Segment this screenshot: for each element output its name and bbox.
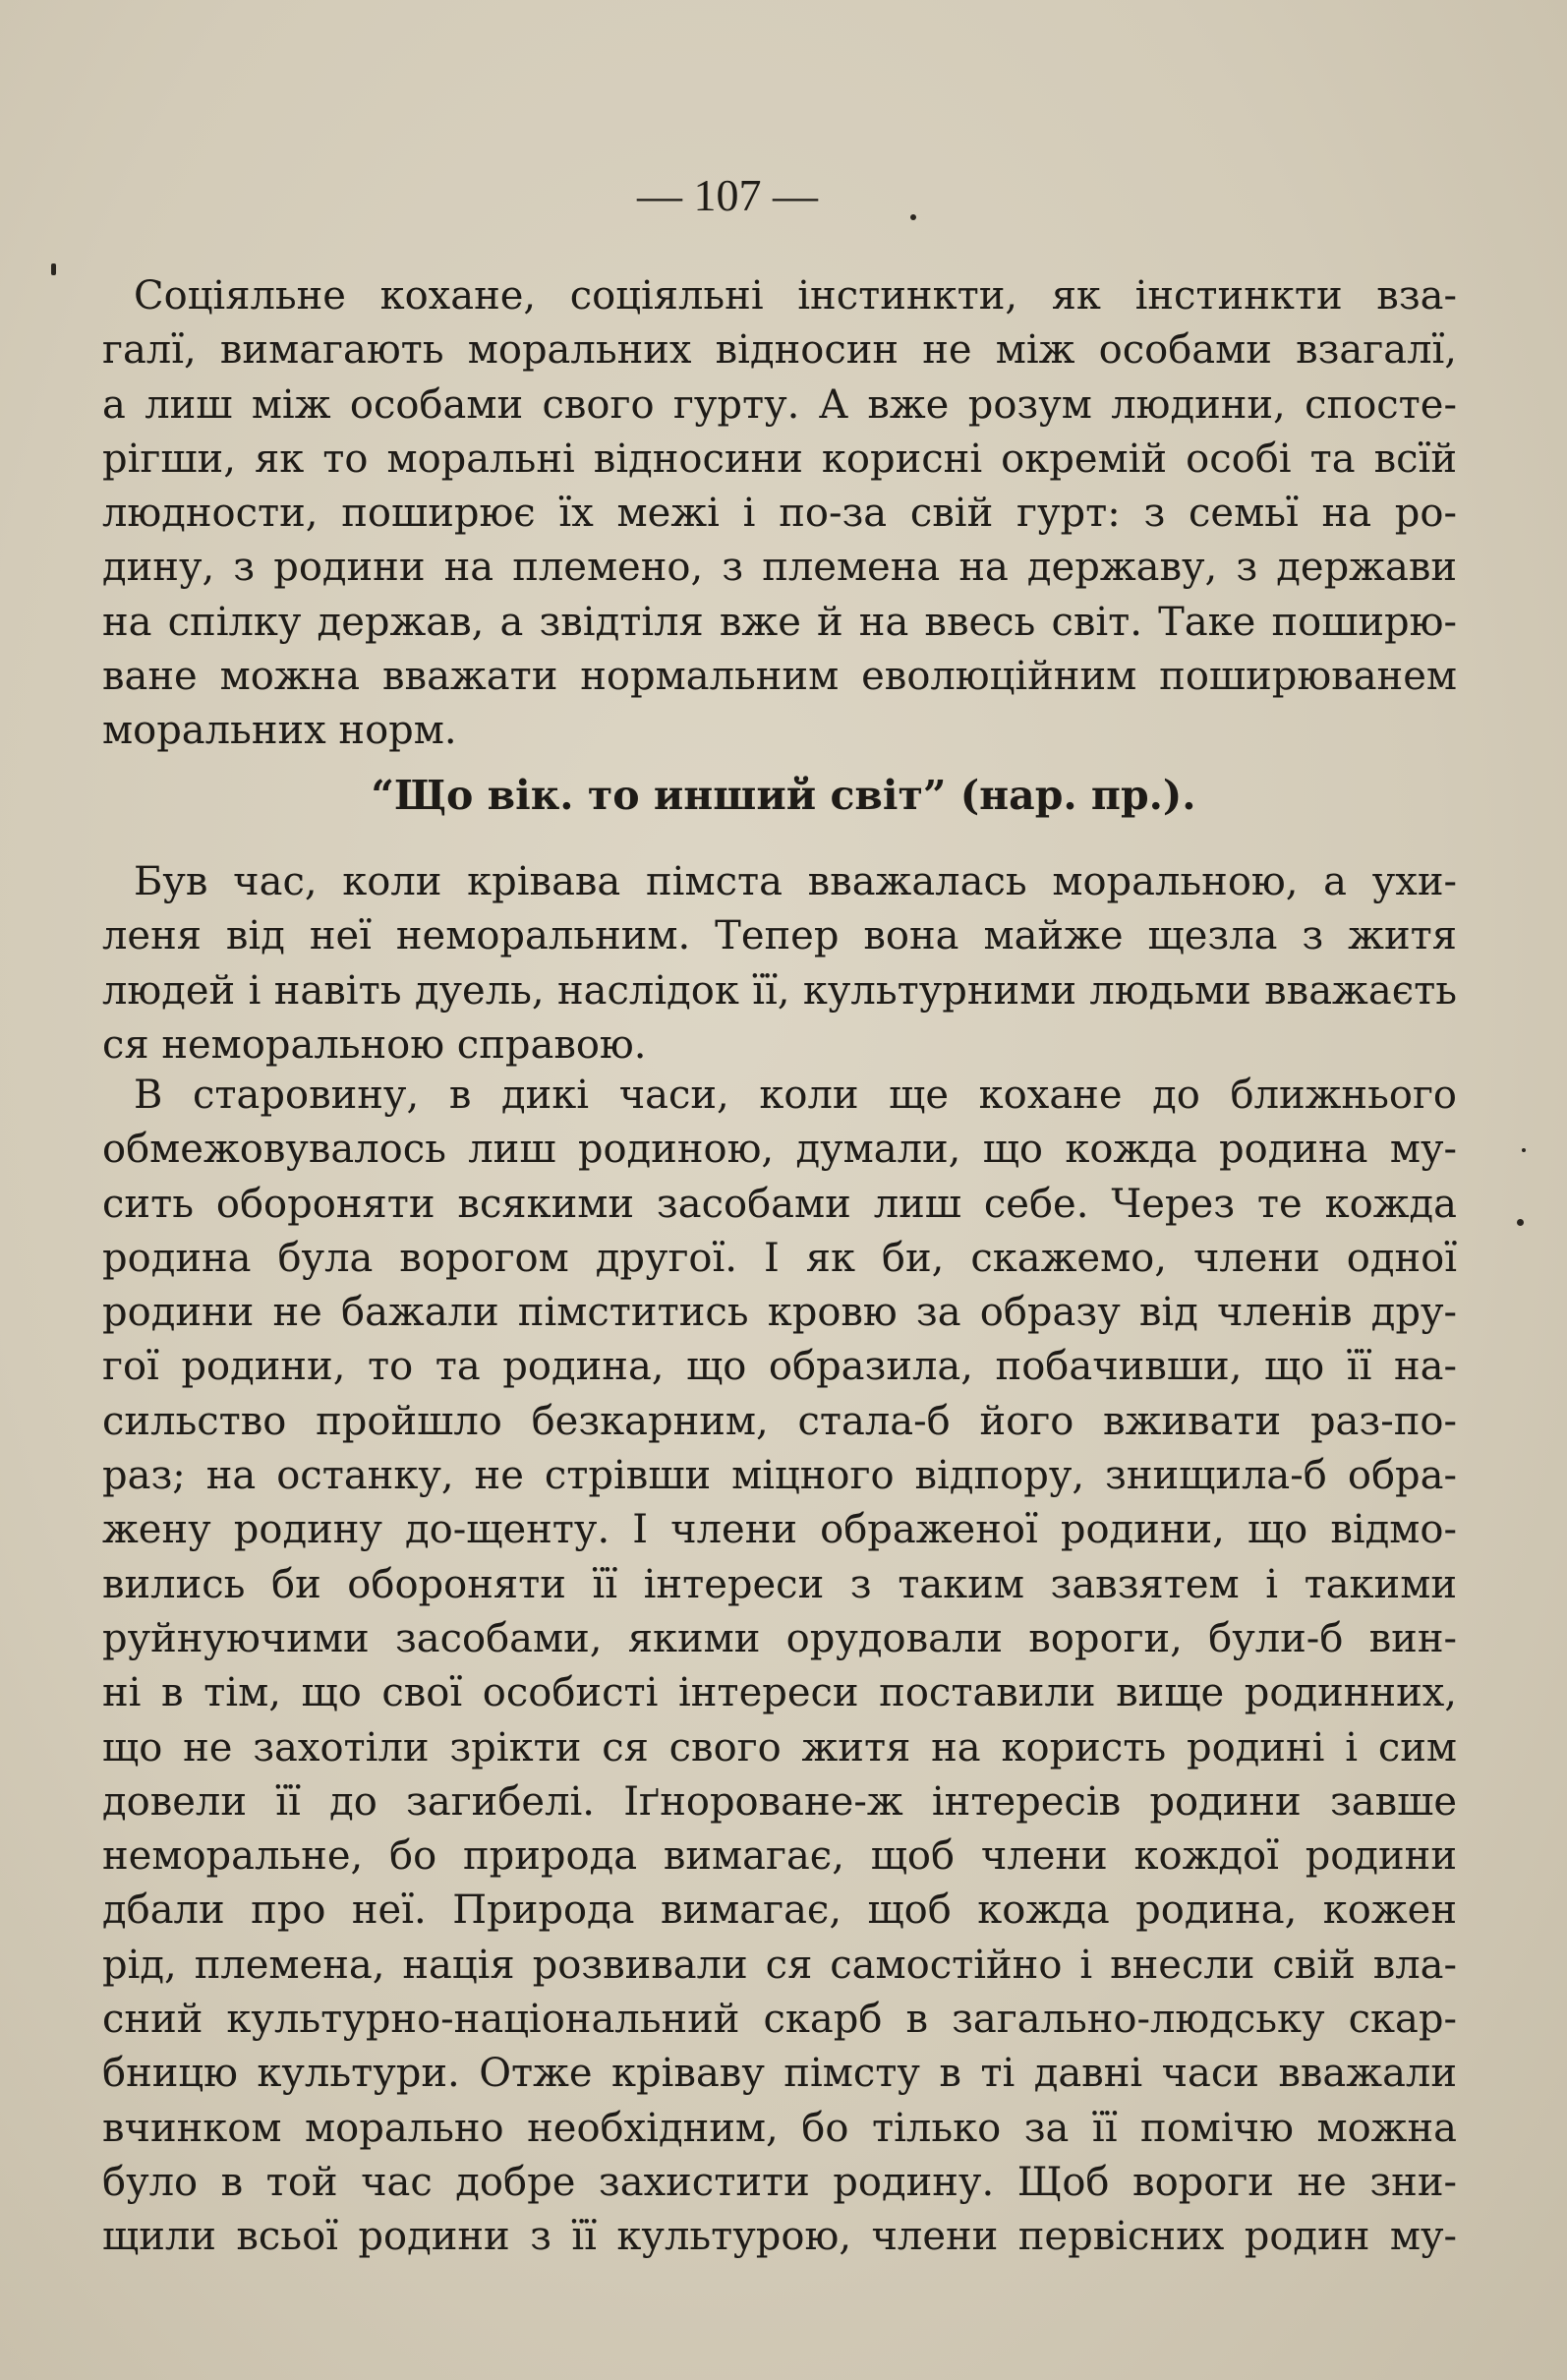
paragraph-blood-revenge	[102, 855, 1457, 1073]
ink-speck	[910, 214, 916, 220]
ink-speck	[1522, 1148, 1526, 1152]
text-line: вились би обороняти її інтереси з таким завзятем і такими	[102, 1561, 1457, 1607]
text-line: було в той час добре захистити родину. Щоб вороги не зни-	[102, 2159, 1457, 2205]
text-line: на спілку держав, а звідтіля вже й на ввесь світ. Таке поширю-	[102, 599, 1457, 645]
text-line: щили всьої родини з її культурою, члени первісних родин му-	[102, 2214, 1457, 2260]
text-line: людей і навіть дуель, наслідок її, культурними людьми вважаєть	[102, 967, 1457, 1014]
text-line: галї, вимагають моральних відносин не між особами взагалї,	[102, 327, 1457, 374]
text-line: рігши, як то моральні відносини корисні окремій особі та всїй	[102, 435, 1457, 482]
text-line: леня від неї неморальним. Тепер вона майже щезла з житя	[102, 913, 1457, 959]
text-line: бницю культури. Отже кріваву пімсту в ті давні часи вважали	[102, 2051, 1457, 2097]
text-line: рід, племена, нація розвивали ся самостійно і внесли свій вла-	[102, 1942, 1457, 1988]
text-line: обмежовувалось лиш родиною, думали, що кожда родина му-	[102, 1127, 1457, 1173]
text-line: родини не бажали пімститись кровю за образу від членів дру-	[102, 1290, 1457, 1336]
text-line: сильство пройшло безкарним, стала-б його вживати раз-по-	[102, 1398, 1457, 1444]
text-line: ся неморальною справою.	[102, 1021, 647, 1068]
text-line: ване можна вважати нормальним еволюційним поширюванем	[102, 654, 1457, 700]
text-line: жену родину до-щенту. І члени ображеної родини, що відмо-	[102, 1507, 1457, 1553]
text-line: вчинком морально необхідним, бо тілько за її помічю можна	[102, 2105, 1457, 2151]
page-number: — 107 —	[637, 170, 818, 220]
text-line: гої родини, то та родина, що образила, побачивши, що її на-	[102, 1344, 1457, 1390]
text-line: дину, з родини на племено, з племена на державу, з держави	[102, 545, 1457, 591]
text-line: дбали про неї. Природа вимагає, щоб кожда родина, кожен	[102, 1887, 1457, 1934]
text-line: В старовину, в дикі часи, коли ще кохане до ближнього	[134, 1073, 1457, 1118]
text-line: неморальне, бо природа вимагає, щоб члени кождої родини	[102, 1833, 1457, 1880]
text-line: ні в тім, що свої особисті інтереси поставили вище родинних,	[102, 1670, 1457, 1716]
text-line: моральних норм.	[102, 708, 457, 754]
ink-speck	[51, 263, 56, 275]
text-line: сить обороняти всякими засобами лиш себе. Через те кожда	[102, 1181, 1457, 1227]
text-line: Соціяльне кохане, соціяльні інстинкти, як інстинкти вза-	[134, 273, 1457, 319]
ink-speck	[1517, 1219, 1524, 1226]
section-heading: “Що вік. то инший світ” (нар. пр.).	[371, 772, 1196, 819]
text-line: людности, поширює їх межі і по-за свій гурт: з семьї на ро-	[102, 491, 1457, 537]
text-line: раз; на останку, не стрівши міцного відпору, знищила-б обра-	[102, 1453, 1457, 1499]
text-line: Був час, коли крівава пімста вважалась моральною, а ухи-	[134, 859, 1457, 904]
text-line: що не захотіли зрікти ся свого житя на користь родині і сим	[102, 1724, 1457, 1770]
paragraph-old-times	[102, 1069, 1457, 2265]
text-line: довели її до загибелі. Іґнороване-ж інтересів родини завше	[102, 1778, 1457, 1825]
paragraph-social-love	[102, 269, 1457, 759]
text-line: сний культурно-національний скарб в загально-людську скар-	[102, 1997, 1457, 2043]
text-line: родина була ворогом другої. І як би, скажемо, члени одної	[102, 1235, 1457, 1281]
text-line: руйнуючими засобами, якими орудовали вороги, були-б вин-	[102, 1615, 1457, 1661]
text-line: а лиш між особами свого гурту. А вже розум людини, спосте-	[102, 381, 1457, 428]
